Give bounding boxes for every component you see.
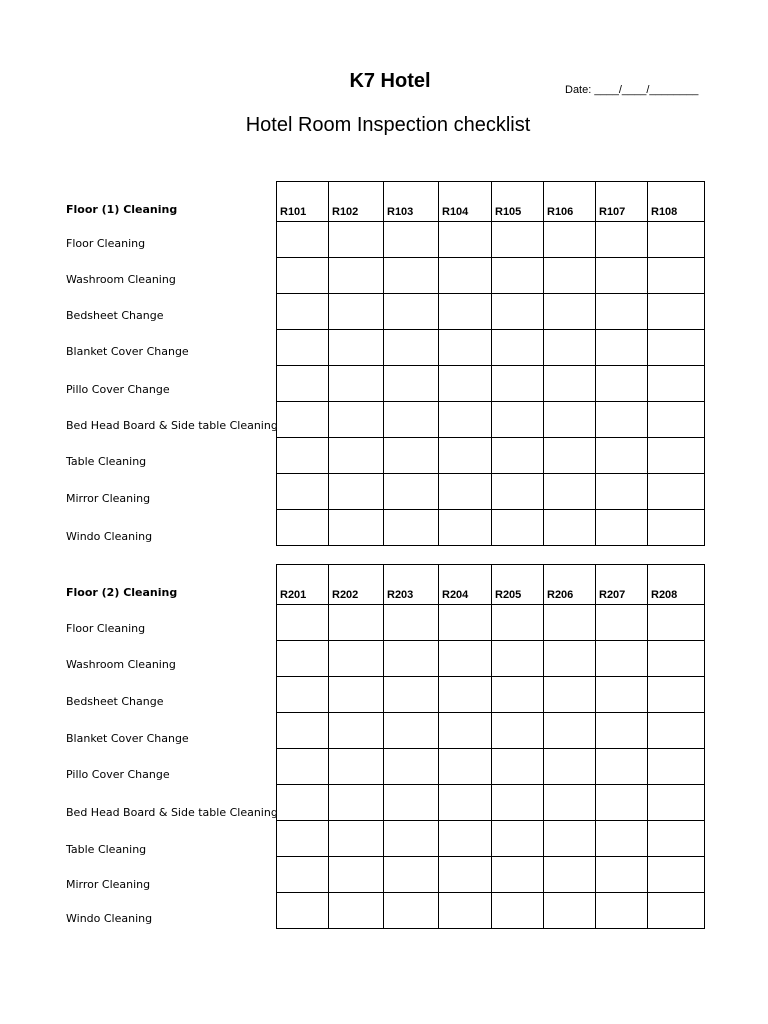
checklist-cell[interactable] xyxy=(492,222,544,258)
checklist-cell[interactable] xyxy=(544,366,596,402)
task-label: Washroom Cleaning xyxy=(66,658,176,671)
checklist-cell[interactable] xyxy=(277,402,329,438)
checklist-cell[interactable] xyxy=(596,438,648,474)
checklist-cell[interactable] xyxy=(329,402,384,438)
checklist-cell[interactable] xyxy=(492,402,544,438)
task-label: Windo Cleaning xyxy=(66,530,153,543)
checklist-cell[interactable] xyxy=(648,330,705,366)
checklist-cell[interactable] xyxy=(648,821,705,857)
checklist-cell[interactable] xyxy=(277,258,329,294)
checklist-cell[interactable] xyxy=(544,605,596,641)
checklist-cell[interactable] xyxy=(544,330,596,366)
checklist-cell[interactable] xyxy=(492,893,544,929)
checklist-cell[interactable] xyxy=(277,474,329,510)
room-header-row xyxy=(277,182,705,222)
checklist-cell[interactable] xyxy=(439,893,492,929)
checklist-cell[interactable] xyxy=(648,366,705,402)
checklist-cell[interactable] xyxy=(329,510,384,546)
checklist-cell[interactable] xyxy=(648,222,705,258)
checklist-cell[interactable] xyxy=(384,474,439,510)
checklist-cell[interactable] xyxy=(544,857,596,893)
checklist-cell[interactable] xyxy=(439,294,492,330)
room-number-header: R103 xyxy=(384,182,439,222)
checklist-cell[interactable] xyxy=(492,605,544,641)
hotel-name: K7 Hotel xyxy=(349,70,431,92)
checklist-cell[interactable] xyxy=(277,605,329,641)
checklist-cell[interactable] xyxy=(384,510,439,546)
table-row xyxy=(277,366,705,402)
checklist-cell[interactable] xyxy=(439,821,492,857)
checklist-cell[interactable] xyxy=(329,258,384,294)
checklist-cell[interactable] xyxy=(384,857,439,893)
checklist-cell[interactable] xyxy=(492,258,544,294)
checklist-cell[interactable] xyxy=(648,893,705,929)
checklist-cell[interactable] xyxy=(596,677,648,713)
task-label: Floor Cleaning xyxy=(66,622,146,635)
room-number-header: R105 xyxy=(492,182,544,222)
checklist-cell[interactable] xyxy=(544,749,596,785)
checklist-cell[interactable] xyxy=(648,713,705,749)
checklist-cell[interactable] xyxy=(596,857,648,893)
checklist-cell[interactable] xyxy=(544,713,596,749)
checklist-cell[interactable] xyxy=(277,857,329,893)
checklist-cell[interactable] xyxy=(384,821,439,857)
checklist-cell[interactable] xyxy=(492,713,544,749)
checklist-cell[interactable] xyxy=(329,222,384,258)
floor-2-checklist-grid xyxy=(276,564,705,929)
checklist-cell[interactable] xyxy=(439,641,492,677)
task-label: Blanket Cover Change xyxy=(66,345,189,358)
checklist-cell[interactable] xyxy=(384,713,439,749)
checklist-cell[interactable] xyxy=(544,402,596,438)
table-row xyxy=(277,222,705,258)
checklist-cell[interactable] xyxy=(384,402,439,438)
checklist-cell[interactable] xyxy=(329,857,384,893)
checklist-cell[interactable] xyxy=(329,677,384,713)
checklist-cell[interactable] xyxy=(648,749,705,785)
checklist-cell[interactable] xyxy=(648,438,705,474)
checklist-cell[interactable] xyxy=(544,821,596,857)
checklist-cell[interactable] xyxy=(277,294,329,330)
checklist-cell[interactable] xyxy=(277,749,329,785)
table-row xyxy=(277,893,705,929)
checklist-cell[interactable] xyxy=(384,330,439,366)
checklist-cell[interactable] xyxy=(277,821,329,857)
checklist-cell[interactable] xyxy=(596,713,648,749)
checklist-cell[interactable] xyxy=(329,294,384,330)
floor-1-heading: Floor (1) Cleaning xyxy=(66,203,178,216)
room-number-header: R204 xyxy=(439,565,492,605)
task-label: Table Cleaning xyxy=(66,455,147,468)
checklist-cell[interactable] xyxy=(596,402,648,438)
checklist-cell[interactable] xyxy=(439,785,492,821)
table-row xyxy=(277,713,705,749)
checklist-cell[interactable] xyxy=(329,821,384,857)
table-row xyxy=(277,641,705,677)
checklist-cell[interactable] xyxy=(596,510,648,546)
checklist-cell[interactable] xyxy=(439,677,492,713)
room-header-row xyxy=(277,565,705,605)
checklist-cell[interactable] xyxy=(544,785,596,821)
checklist-cell[interactable] xyxy=(329,474,384,510)
checklist-cell[interactable] xyxy=(596,785,648,821)
task-label: Mirror Cleaning xyxy=(66,492,151,505)
checklist-cell[interactable] xyxy=(384,438,439,474)
checklist-cell[interactable] xyxy=(544,677,596,713)
task-label: Floor Cleaning xyxy=(66,237,146,250)
floor-1-checklist-grid xyxy=(276,181,705,546)
checklist-cell[interactable] xyxy=(596,330,648,366)
checklist-cell[interactable] xyxy=(596,821,648,857)
checklist-cell[interactable] xyxy=(439,222,492,258)
checklist-cell[interactable] xyxy=(439,713,492,749)
checklist-cell[interactable] xyxy=(492,474,544,510)
checklist-cell[interactable] xyxy=(596,222,648,258)
room-number-header: R205 xyxy=(492,565,544,605)
checklist-cell[interactable] xyxy=(329,605,384,641)
checklist-cell[interactable] xyxy=(492,641,544,677)
checklist-cell[interactable] xyxy=(648,294,705,330)
table-row xyxy=(277,402,705,438)
checklist-cell[interactable] xyxy=(439,258,492,294)
checklist-cell[interactable] xyxy=(439,402,492,438)
checklist-cell[interactable] xyxy=(329,366,384,402)
checklist-cell[interactable] xyxy=(648,402,705,438)
task-label: Blanket Cover Change xyxy=(66,732,189,745)
checklist-cell[interactable] xyxy=(384,258,439,294)
table-row xyxy=(277,510,705,546)
checklist-cell[interactable] xyxy=(492,294,544,330)
checklist-cell[interactable] xyxy=(439,366,492,402)
checklist-cell[interactable] xyxy=(596,641,648,677)
table-row xyxy=(277,605,705,641)
task-label: Washroom Cleaning xyxy=(66,273,176,286)
room-number-header: R104 xyxy=(439,182,492,222)
checklist-cell[interactable] xyxy=(544,510,596,546)
table-row xyxy=(277,749,705,785)
checklist-cell[interactable] xyxy=(384,641,439,677)
checklist-cell[interactable] xyxy=(596,474,648,510)
task-label: Bed Head Board & Side table Cleaning xyxy=(66,419,278,432)
table-row xyxy=(277,677,705,713)
checklist-cell[interactable] xyxy=(648,474,705,510)
checklist-cell[interactable] xyxy=(384,222,439,258)
checklist-cell[interactable] xyxy=(384,749,439,785)
table-row xyxy=(277,785,705,821)
checklist-cell[interactable] xyxy=(648,510,705,546)
checklist-cell[interactable] xyxy=(596,366,648,402)
checklist-cell[interactable] xyxy=(439,749,492,785)
checklist-cell[interactable] xyxy=(439,438,492,474)
checklist-cell[interactable] xyxy=(492,677,544,713)
checklist-cell[interactable] xyxy=(384,785,439,821)
table-row xyxy=(277,294,705,330)
room-number-header: R208 xyxy=(648,565,705,605)
checklist-cell[interactable] xyxy=(544,294,596,330)
table-row xyxy=(277,857,705,893)
checklist-cell[interactable] xyxy=(329,438,384,474)
room-number-header: R207 xyxy=(596,565,648,605)
task-label: Pillo Cover Change xyxy=(66,383,170,396)
checklist-cell[interactable] xyxy=(492,438,544,474)
checklist-cell[interactable] xyxy=(596,294,648,330)
room-number-header: R206 xyxy=(544,565,596,605)
checklist-cell[interactable] xyxy=(492,330,544,366)
task-label: Bedsheet Change xyxy=(66,309,164,322)
room-number-header: R202 xyxy=(329,565,384,605)
checklist-cell[interactable] xyxy=(277,677,329,713)
task-label: Windo Cleaning xyxy=(66,912,153,925)
checklist-cell[interactable] xyxy=(596,893,648,929)
task-label: Mirror Cleaning xyxy=(66,878,151,891)
checklist-cell[interactable] xyxy=(384,294,439,330)
room-number-header: R107 xyxy=(596,182,648,222)
checklist-cell[interactable] xyxy=(544,258,596,294)
checklist-cell[interactable] xyxy=(384,366,439,402)
checklist-cell[interactable] xyxy=(329,641,384,677)
checklist-cell[interactable] xyxy=(439,605,492,641)
checklist-cell[interactable] xyxy=(544,893,596,929)
checklist-cell[interactable] xyxy=(384,605,439,641)
checklist-cell[interactable] xyxy=(544,222,596,258)
checklist-cell[interactable] xyxy=(277,713,329,749)
checklist-cell[interactable] xyxy=(277,366,329,402)
table-row xyxy=(277,438,705,474)
checklist-cell[interactable] xyxy=(329,330,384,366)
checklist-cell[interactable] xyxy=(384,677,439,713)
checklist-cell[interactable] xyxy=(648,857,705,893)
checklist-cell[interactable] xyxy=(492,749,544,785)
checklist-cell[interactable] xyxy=(544,474,596,510)
checklist-cell[interactable] xyxy=(277,510,329,546)
checklist-cell[interactable] xyxy=(492,821,544,857)
checklist-cell[interactable] xyxy=(648,258,705,294)
checklist-cell[interactable] xyxy=(277,330,329,366)
checklist-cell[interactable] xyxy=(277,222,329,258)
checklist-cell[interactable] xyxy=(439,510,492,546)
room-number-header: R201 xyxy=(277,565,329,605)
room-number-header: R108 xyxy=(648,182,705,222)
checklist-cell[interactable] xyxy=(596,605,648,641)
checklist-cell[interactable] xyxy=(439,857,492,893)
checklist-cell[interactable] xyxy=(329,749,384,785)
checklist-cell[interactable] xyxy=(277,785,329,821)
room-number-header: R203 xyxy=(384,565,439,605)
checklist-cell[interactable] xyxy=(492,510,544,546)
task-label: Bed Head Board & Side table Cleaning xyxy=(66,806,278,819)
checklist-cell[interactable] xyxy=(544,641,596,677)
task-label: Pillo Cover Change xyxy=(66,768,170,781)
table-row xyxy=(277,821,705,857)
checklist-cell[interactable] xyxy=(648,785,705,821)
checklist-cell[interactable] xyxy=(277,893,329,929)
checklist-cell[interactable] xyxy=(492,785,544,821)
date-field[interactable]: Date: ____/____/________ xyxy=(565,84,699,96)
table-row xyxy=(277,330,705,366)
floor-2-heading: Floor (2) Cleaning xyxy=(66,586,178,599)
task-label: Table Cleaning xyxy=(66,843,147,856)
task-label: Bedsheet Change xyxy=(66,695,164,708)
checklist-cell[interactable] xyxy=(329,785,384,821)
table-row xyxy=(277,258,705,294)
checklist-cell[interactable] xyxy=(648,677,705,713)
checklist-cell[interactable] xyxy=(329,713,384,749)
room-number-header: R101 xyxy=(277,182,329,222)
checklist-cell[interactable] xyxy=(544,438,596,474)
checklist-cell[interactable] xyxy=(277,438,329,474)
checklist-cell[interactable] xyxy=(596,749,648,785)
table-row xyxy=(277,474,705,510)
checklist-cell[interactable] xyxy=(492,857,544,893)
page-title: Hotel Room Inspection checklist xyxy=(245,114,531,136)
checklist-cell[interactable] xyxy=(439,474,492,510)
room-number-header: R106 xyxy=(544,182,596,222)
room-number-header: R102 xyxy=(329,182,384,222)
checklist-cell[interactable] xyxy=(277,641,329,677)
checklist-cell[interactable] xyxy=(384,893,439,929)
checklist-cell[interactable] xyxy=(492,366,544,402)
checklist-cell[interactable] xyxy=(648,641,705,677)
checklist-cell[interactable] xyxy=(648,605,705,641)
checklist-cell[interactable] xyxy=(329,893,384,929)
checklist-cell[interactable] xyxy=(596,258,648,294)
checklist-cell[interactable] xyxy=(439,330,492,366)
